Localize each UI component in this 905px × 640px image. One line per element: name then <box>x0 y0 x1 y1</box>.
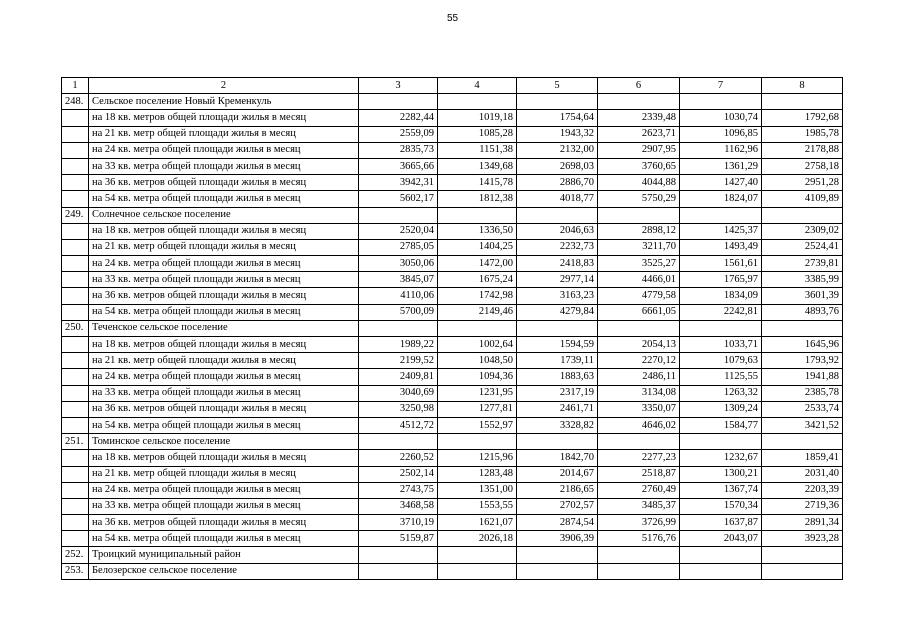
value-cell: 1425,37 <box>680 223 762 239</box>
value-cell: 2486,11 <box>598 369 680 385</box>
row-number-cell: 249. <box>62 207 89 223</box>
value-cell: 1351,00 <box>438 482 517 498</box>
value-cell: 4044,88 <box>598 175 680 191</box>
value-cell: 1584,77 <box>680 417 762 433</box>
value-cell: 1367,74 <box>680 482 762 498</box>
value-cell: 1085,28 <box>438 126 517 142</box>
value-cell: 1812,38 <box>438 191 517 207</box>
table-row <box>62 223 843 239</box>
value-cell <box>680 94 762 110</box>
header-row <box>62 78 843 94</box>
value-cell: 2518,87 <box>598 466 680 482</box>
table-row <box>62 110 843 126</box>
column-header: 1 <box>62 78 89 94</box>
value-cell: 1033,71 <box>680 337 762 353</box>
value-cell <box>517 320 598 336</box>
value-cell: 1427,40 <box>680 175 762 191</box>
value-cell: 1842,70 <box>517 450 598 466</box>
description-cell: на 36 кв. метров общей площади жилья в месяц <box>89 175 359 191</box>
value-cell: 3250,98 <box>359 401 438 417</box>
value-cell: 2898,12 <box>598 223 680 239</box>
section-row <box>62 320 843 336</box>
value-cell: 2339,48 <box>598 110 680 126</box>
value-cell: 4779,58 <box>598 288 680 304</box>
table-row <box>62 482 843 498</box>
value-cell: 3350,07 <box>598 401 680 417</box>
page-number: 55 <box>446 13 459 24</box>
value-cell: 5750,29 <box>598 191 680 207</box>
value-cell <box>359 320 438 336</box>
value-cell: 3665,66 <box>359 158 438 174</box>
description-cell: на 54 кв. метра общей площади жилья в месяц <box>89 304 359 320</box>
description-cell: на 18 кв. метров общей площади жилья в месяц <box>89 450 359 466</box>
description-cell: на 33 кв. метра общей площади жилья в месяц <box>89 272 359 288</box>
table-row <box>62 288 843 304</box>
table-row <box>62 191 843 207</box>
value-cell: 2186,65 <box>517 482 598 498</box>
value-cell: 3923,28 <box>762 531 843 547</box>
row-number-cell: 253. <box>62 563 89 579</box>
value-cell: 6661,05 <box>598 304 680 320</box>
row-number-cell <box>62 239 89 255</box>
row-number-cell <box>62 353 89 369</box>
value-cell: 2270,12 <box>598 353 680 369</box>
table-row <box>62 158 843 174</box>
row-number-cell <box>62 531 89 547</box>
value-cell <box>438 563 517 579</box>
column-header: 4 <box>438 78 517 94</box>
value-cell <box>598 207 680 223</box>
value-cell <box>598 547 680 563</box>
table-row <box>62 353 843 369</box>
value-cell <box>762 207 843 223</box>
description-cell: на 18 кв. метров общей площади жилья в месяц <box>89 110 359 126</box>
value-cell: 3040,69 <box>359 385 438 401</box>
description-cell: на 36 кв. метров общей площади жилья в месяц <box>89 401 359 417</box>
value-cell: 2260,52 <box>359 450 438 466</box>
value-cell: 1765,97 <box>680 272 762 288</box>
row-number-cell <box>62 126 89 142</box>
row-number-cell: 250. <box>62 320 89 336</box>
value-cell: 1019,18 <box>438 110 517 126</box>
row-number-cell <box>62 417 89 433</box>
value-cell: 2178,88 <box>762 142 843 158</box>
value-cell: 2242,81 <box>680 304 762 320</box>
value-cell: 2886,70 <box>517 175 598 191</box>
description-cell: Теченское сельское поселение <box>89 320 359 336</box>
description-cell: на 21 кв. метр общей площади жилья в месяц <box>89 126 359 142</box>
value-cell: 2743,75 <box>359 482 438 498</box>
value-cell: 3845,07 <box>359 272 438 288</box>
row-number-cell: 251. <box>62 434 89 450</box>
column-header: 2 <box>89 78 359 94</box>
row-number-cell <box>62 158 89 174</box>
value-cell: 3906,39 <box>517 531 598 547</box>
value-cell: 1989,22 <box>359 337 438 353</box>
value-cell: 1125,55 <box>680 369 762 385</box>
value-cell: 1675,24 <box>438 272 517 288</box>
value-cell <box>438 547 517 563</box>
table-row <box>62 304 843 320</box>
column-header: 6 <box>598 78 680 94</box>
row-number-cell <box>62 337 89 353</box>
value-cell: 3163,23 <box>517 288 598 304</box>
table-row <box>62 401 843 417</box>
value-cell <box>598 320 680 336</box>
row-number-cell <box>62 288 89 304</box>
value-cell: 1231,95 <box>438 385 517 401</box>
value-cell: 1349,68 <box>438 158 517 174</box>
value-cell <box>680 434 762 450</box>
value-cell <box>680 207 762 223</box>
value-cell <box>438 94 517 110</box>
value-cell: 1637,87 <box>680 515 762 531</box>
value-cell <box>762 320 843 336</box>
table-row <box>62 142 843 158</box>
description-cell: на 24 кв. метра общей площади жилья в месяц <box>89 142 359 158</box>
value-cell: 4512,72 <box>359 417 438 433</box>
value-cell: 1415,78 <box>438 175 517 191</box>
value-cell: 5159,87 <box>359 531 438 547</box>
description-cell: на 36 кв. метров общей площади жилья в месяц <box>89 288 359 304</box>
column-header: 5 <box>517 78 598 94</box>
value-cell: 3385,99 <box>762 272 843 288</box>
row-number-cell <box>62 110 89 126</box>
value-cell <box>359 563 438 579</box>
value-cell: 4893,76 <box>762 304 843 320</box>
section-row <box>62 563 843 579</box>
row-number-cell <box>62 142 89 158</box>
value-cell: 3211,70 <box>598 239 680 255</box>
value-cell: 1263,32 <box>680 385 762 401</box>
value-cell: 2043,07 <box>680 531 762 547</box>
value-cell: 3328,82 <box>517 417 598 433</box>
value-cell: 2907,95 <box>598 142 680 158</box>
value-cell: 2132,00 <box>517 142 598 158</box>
value-cell: 3726,99 <box>598 515 680 531</box>
description-cell: на 18 кв. метров общей площади жилья в месяц <box>89 337 359 353</box>
value-cell: 1002,64 <box>438 337 517 353</box>
value-cell <box>680 563 762 579</box>
value-cell: 1742,98 <box>438 288 517 304</box>
value-cell: 2533,74 <box>762 401 843 417</box>
value-cell: 2149,46 <box>438 304 517 320</box>
table-row <box>62 417 843 433</box>
value-cell: 1941,88 <box>762 369 843 385</box>
description-cell: на 54 кв. метра общей площади жилья в месяц <box>89 531 359 547</box>
table-body <box>62 78 843 580</box>
value-cell: 1232,67 <box>680 450 762 466</box>
description-cell: Троицкий муниципальный район <box>89 547 359 563</box>
table-row <box>62 385 843 401</box>
description-cell: Белозерское сельское поселение <box>89 563 359 579</box>
value-cell: 1283,48 <box>438 466 517 482</box>
value-cell: 2232,73 <box>517 239 598 255</box>
value-cell: 1030,74 <box>680 110 762 126</box>
value-cell <box>438 434 517 450</box>
table-row <box>62 256 843 272</box>
value-cell: 1739,11 <box>517 353 598 369</box>
tariff-table <box>61 77 843 580</box>
value-cell <box>517 94 598 110</box>
description-cell: на 54 кв. метра общей площади жилья в месяц <box>89 191 359 207</box>
value-cell: 3050,06 <box>359 256 438 272</box>
value-cell: 3760,65 <box>598 158 680 174</box>
value-cell: 1162,96 <box>680 142 762 158</box>
value-cell: 3485,37 <box>598 498 680 514</box>
description-cell: на 33 кв. метра общей площади жилья в месяц <box>89 158 359 174</box>
section-row <box>62 434 843 450</box>
value-cell <box>680 547 762 563</box>
description-cell: на 24 кв. метра общей площади жилья в месяц <box>89 256 359 272</box>
value-cell: 2461,71 <box>517 401 598 417</box>
description-cell: на 24 кв. метра общей площади жилья в месяц <box>89 482 359 498</box>
value-cell <box>762 563 843 579</box>
row-number-cell <box>62 450 89 466</box>
value-cell: 1859,41 <box>762 450 843 466</box>
section-row <box>62 94 843 110</box>
value-cell: 1300,21 <box>680 466 762 482</box>
value-cell: 3601,39 <box>762 288 843 304</box>
row-number-cell: 248. <box>62 94 89 110</box>
description-cell: на 21 кв. метр общей площади жилья в месяц <box>89 353 359 369</box>
value-cell: 2719,36 <box>762 498 843 514</box>
value-cell: 2702,57 <box>517 498 598 514</box>
value-cell: 1277,81 <box>438 401 517 417</box>
table-row <box>62 369 843 385</box>
value-cell: 2014,67 <box>517 466 598 482</box>
value-cell <box>438 207 517 223</box>
description-cell: на 24 кв. метра общей площади жилья в месяц <box>89 369 359 385</box>
value-cell: 5176,76 <box>598 531 680 547</box>
description-cell: Сельское поселение Новый Кременкуль <box>89 94 359 110</box>
description-cell: на 33 кв. метра общей площади жилья в месяц <box>89 385 359 401</box>
value-cell: 2785,05 <box>359 239 438 255</box>
row-number-cell <box>62 369 89 385</box>
value-cell: 3942,31 <box>359 175 438 191</box>
value-cell: 2385,78 <box>762 385 843 401</box>
value-cell: 1792,68 <box>762 110 843 126</box>
value-cell <box>598 563 680 579</box>
value-cell: 1645,96 <box>762 337 843 353</box>
value-cell: 2309,02 <box>762 223 843 239</box>
row-number-cell <box>62 191 89 207</box>
table-row <box>62 126 843 142</box>
value-cell: 1594,59 <box>517 337 598 353</box>
value-cell: 1309,24 <box>680 401 762 417</box>
value-cell: 2277,23 <box>598 450 680 466</box>
value-cell: 4646,02 <box>598 417 680 433</box>
description-cell: на 33 кв. метра общей площади жилья в месяц <box>89 498 359 514</box>
value-cell <box>359 547 438 563</box>
value-cell: 1793,92 <box>762 353 843 369</box>
description-cell: на 54 кв. метра общей площади жилья в месяц <box>89 417 359 433</box>
value-cell: 2026,18 <box>438 531 517 547</box>
value-cell: 1151,38 <box>438 142 517 158</box>
description-cell: на 21 кв. метр общей площади жилья в месяц <box>89 239 359 255</box>
value-cell: 1404,25 <box>438 239 517 255</box>
value-cell: 2046,63 <box>517 223 598 239</box>
value-cell: 1472,00 <box>438 256 517 272</box>
value-cell: 2409,81 <box>359 369 438 385</box>
value-cell: 2835,73 <box>359 142 438 158</box>
row-number-cell <box>62 466 89 482</box>
value-cell: 2418,83 <box>517 256 598 272</box>
value-cell: 2977,14 <box>517 272 598 288</box>
value-cell <box>359 207 438 223</box>
section-row <box>62 207 843 223</box>
value-cell: 1754,64 <box>517 110 598 126</box>
table-row <box>62 531 843 547</box>
value-cell: 4110,06 <box>359 288 438 304</box>
value-cell: 3525,27 <box>598 256 680 272</box>
description-cell: на 36 кв. метров общей площади жилья в месяц <box>89 515 359 531</box>
table-row <box>62 239 843 255</box>
value-cell: 2282,44 <box>359 110 438 126</box>
table-row <box>62 450 843 466</box>
value-cell: 2891,34 <box>762 515 843 531</box>
value-cell <box>598 434 680 450</box>
value-cell: 2317,19 <box>517 385 598 401</box>
table-row <box>62 272 843 288</box>
value-cell <box>517 563 598 579</box>
row-number-cell <box>62 482 89 498</box>
value-cell: 1561,61 <box>680 256 762 272</box>
value-cell: 1621,07 <box>438 515 517 531</box>
column-header: 7 <box>680 78 762 94</box>
value-cell: 3134,08 <box>598 385 680 401</box>
row-number-cell <box>62 175 89 191</box>
row-number-cell <box>62 256 89 272</box>
value-cell: 1493,49 <box>680 239 762 255</box>
value-cell: 3421,52 <box>762 417 843 433</box>
value-cell: 2199,52 <box>359 353 438 369</box>
value-cell: 4279,84 <box>517 304 598 320</box>
value-cell: 1943,32 <box>517 126 598 142</box>
value-cell: 2502,14 <box>359 466 438 482</box>
row-number-cell <box>62 223 89 239</box>
row-number-cell <box>62 272 89 288</box>
column-header: 3 <box>359 78 438 94</box>
value-cell: 4109,89 <box>762 191 843 207</box>
value-cell <box>762 94 843 110</box>
table-row <box>62 515 843 531</box>
value-cell: 5602,17 <box>359 191 438 207</box>
value-cell: 1834,09 <box>680 288 762 304</box>
value-cell: 1824,07 <box>680 191 762 207</box>
value-cell: 2623,71 <box>598 126 680 142</box>
row-number-cell <box>62 385 89 401</box>
table-row <box>62 498 843 514</box>
description-cell: Солнечное сельское поселение <box>89 207 359 223</box>
value-cell: 2031,40 <box>762 466 843 482</box>
value-cell <box>762 547 843 563</box>
value-cell: 1215,96 <box>438 450 517 466</box>
value-cell: 1985,78 <box>762 126 843 142</box>
value-cell <box>359 94 438 110</box>
value-cell <box>359 434 438 450</box>
value-cell: 2054,13 <box>598 337 680 353</box>
row-number-cell <box>62 304 89 320</box>
value-cell: 4466,01 <box>598 272 680 288</box>
value-cell <box>680 320 762 336</box>
value-cell <box>517 207 598 223</box>
value-cell: 1361,29 <box>680 158 762 174</box>
value-cell <box>517 434 598 450</box>
row-number-cell <box>62 498 89 514</box>
value-cell: 1336,50 <box>438 223 517 239</box>
value-cell: 1552,97 <box>438 417 517 433</box>
row-number-cell <box>62 401 89 417</box>
value-cell: 4018,77 <box>517 191 598 207</box>
description-cell: на 21 кв. метр общей площади жилья в месяц <box>89 466 359 482</box>
value-cell: 2698,03 <box>517 158 598 174</box>
value-cell: 3710,19 <box>359 515 438 531</box>
value-cell: 2874,54 <box>517 515 598 531</box>
description-cell: Томинское сельское поселение <box>89 434 359 450</box>
value-cell: 1079,63 <box>680 353 762 369</box>
row-number-cell <box>62 515 89 531</box>
value-cell <box>598 94 680 110</box>
section-row <box>62 547 843 563</box>
value-cell: 1096,85 <box>680 126 762 142</box>
value-cell: 2739,81 <box>762 256 843 272</box>
value-cell: 1553,55 <box>438 498 517 514</box>
value-cell: 2758,18 <box>762 158 843 174</box>
value-cell: 1094,36 <box>438 369 517 385</box>
value-cell: 2760,49 <box>598 482 680 498</box>
value-cell: 2951,28 <box>762 175 843 191</box>
value-cell: 2520,04 <box>359 223 438 239</box>
value-cell: 2524,41 <box>762 239 843 255</box>
value-cell: 1570,34 <box>680 498 762 514</box>
value-cell <box>762 434 843 450</box>
value-cell: 5700,09 <box>359 304 438 320</box>
value-cell: 1048,50 <box>438 353 517 369</box>
table-row <box>62 337 843 353</box>
value-cell: 2203,39 <box>762 482 843 498</box>
column-header: 8 <box>762 78 843 94</box>
description-cell: на 18 кв. метров общей площади жилья в месяц <box>89 223 359 239</box>
value-cell <box>438 320 517 336</box>
value-cell: 1883,63 <box>517 369 598 385</box>
value-cell <box>517 547 598 563</box>
table-row <box>62 466 843 482</box>
value-cell: 3468,58 <box>359 498 438 514</box>
table-row <box>62 175 843 191</box>
value-cell: 2559,09 <box>359 126 438 142</box>
row-number-cell: 252. <box>62 547 89 563</box>
